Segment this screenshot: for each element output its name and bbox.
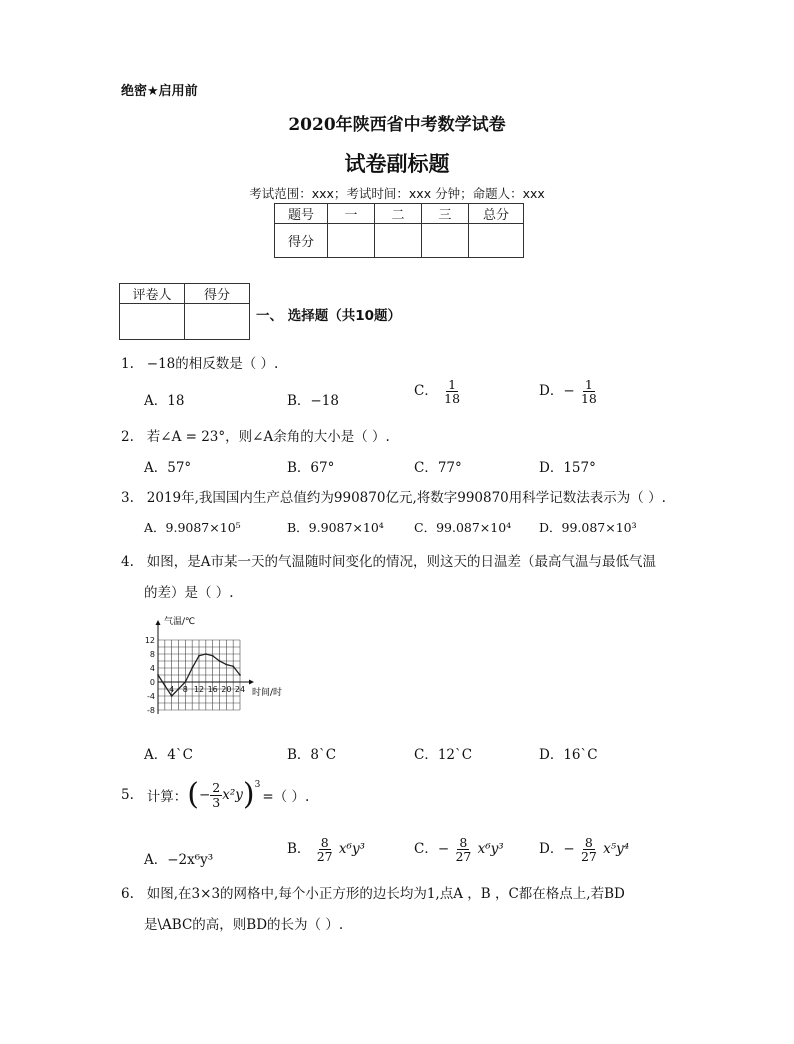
y-tick-label: -4	[147, 692, 155, 701]
option-b[interactable]: B．67°	[287, 460, 335, 476]
left-paren: (	[187, 777, 199, 812]
temperature-point	[191, 667, 193, 669]
chart-axes	[156, 620, 255, 714]
exam-subtitle: 试卷副标题	[344, 152, 450, 176]
option-a[interactable]: A．4ˋC	[144, 747, 193, 763]
score-header-cell: 三	[422, 204, 469, 224]
option-b[interactable]: B．9.9087×10⁴	[287, 520, 384, 535]
temperature-point	[184, 681, 186, 683]
option-a[interactable]: A．57°	[144, 460, 192, 476]
option-c[interactable]: C．− $\frac{8}{27}$ x⁶y³	[414, 835, 504, 865]
temperature-point	[225, 664, 227, 666]
grader-cell[interactable]	[120, 304, 185, 340]
score-cell[interactable]	[328, 224, 375, 258]
fraction: $\frac{2}{3}$	[212, 780, 221, 810]
question-6	[121, 882, 625, 902]
temperature-point	[239, 674, 241, 676]
question-stem-prefix: 计算：	[146, 789, 188, 805]
fraction: $\frac{1}{18}$	[444, 377, 461, 407]
option-d[interactable]: D．− $\frac{8}{27}$ x⁵y⁴	[539, 835, 630, 865]
option-d[interactable]: D．99.087×10³	[539, 520, 637, 535]
option-c[interactable]: C．77°	[414, 460, 462, 476]
option-c[interactable]: C． $\frac{1}{18}$	[414, 377, 461, 407]
option-b[interactable]: B．−18	[287, 393, 339, 409]
temperature-point	[219, 660, 221, 662]
fraction: $\frac{8}{27}$	[316, 835, 333, 865]
question-2	[121, 425, 390, 445]
question-number: 1.	[121, 356, 134, 372]
y-axis-arrow	[156, 620, 161, 625]
right-paren: )	[242, 777, 255, 812]
expr-power: 3	[254, 780, 261, 790]
temperature-point	[157, 674, 159, 676]
temperature-chart	[144, 612, 294, 716]
option-c[interactable]: C．99.087×10⁴	[414, 520, 512, 535]
score-cell[interactable]	[469, 224, 524, 258]
exam-info: 考试范围：xxx；考试时间：xxx 分钟；命题人：xxx	[249, 186, 545, 201]
question-stem: 如图，是A市某一天的气温随时间变化的情况，则这天的日温差（最高气温与最低气温	[146, 554, 657, 570]
option-b[interactable]: B． $\frac{8}{27}$ x⁶y³	[287, 835, 365, 865]
chart-grid	[158, 640, 240, 710]
fraction: $\frac{1}{18}$	[580, 377, 597, 407]
question-number: 3.	[121, 490, 134, 506]
x-tick-label: 24	[234, 685, 246, 694]
x-tick-label: 16	[207, 685, 218, 694]
question-stem-line2: 的差）是（ ）.	[144, 585, 234, 601]
question-stem: 如图,在3×3的网格中,每个小正方形的边长均为1,点A ，B ，C都在格点上,若BD	[146, 886, 625, 902]
fraction: $\frac{8}{27}$	[580, 835, 597, 865]
score-header-cell: 题号	[275, 204, 328, 224]
temperature-point	[198, 655, 200, 657]
question-stem-suffix: =（ ）.	[262, 789, 310, 805]
score-header-cell: 总分	[469, 204, 524, 224]
temperature-point	[178, 688, 180, 690]
score-header-cell: 二	[375, 204, 422, 224]
question-stem: −18的相反数是（ ）.	[146, 356, 279, 372]
grader-header-cell: 得分	[185, 284, 250, 304]
option-a[interactable]: A．9.9087×10⁵	[144, 520, 241, 535]
option-c[interactable]: C．12ˋC	[414, 747, 473, 763]
question-1	[121, 352, 278, 372]
option-d[interactable]: D．157°	[539, 460, 596, 476]
grader-header-cell: 评卷人	[120, 284, 185, 304]
exam-title: 2020年陕西省中考数学试卷	[288, 115, 506, 135]
option-a[interactable]: A．−2x⁶y³	[144, 852, 214, 868]
chart-y-label: 气温/℃	[164, 617, 196, 627]
chart-x-label: 时间/时	[252, 688, 283, 698]
option-a[interactable]: A．18	[144, 393, 185, 409]
grader-table	[119, 283, 250, 340]
score-row-label: 得分	[275, 224, 328, 258]
expr-sign: −	[198, 787, 211, 803]
expr-body: x²y	[222, 787, 243, 803]
question-4	[121, 550, 656, 570]
question-stem-line2: 是\ABC的高，则BD的长为（ ）.	[144, 917, 344, 933]
question-5	[121, 777, 310, 812]
x-tick-label: 4	[169, 685, 175, 694]
option-b[interactable]: B．8ˋC	[287, 747, 337, 763]
grader-cell[interactable]	[185, 304, 250, 340]
temperature-point	[205, 653, 207, 655]
fraction: $\frac{8}{27}$	[455, 835, 472, 865]
question-number: 2.	[121, 429, 134, 445]
temperature-point	[164, 685, 166, 687]
question-number: 4.	[121, 554, 134, 570]
question-number: 5.	[121, 787, 134, 803]
temperature-point	[212, 655, 214, 657]
score-cell[interactable]	[422, 224, 469, 258]
score-header-cell: 一	[328, 204, 375, 224]
question-stem: 2019年,我国国内生产总值约为990870亿元,将数字990870用科学记数法表示为（ ）.	[146, 490, 666, 506]
y-tick-label: 4	[149, 664, 155, 673]
section-title: 一、 选择题（共10题）	[256, 308, 401, 324]
x-tick-label: 12	[193, 685, 205, 694]
score-table	[274, 203, 524, 258]
temperature-point	[232, 665, 234, 667]
x-tick-label: 8	[182, 685, 188, 694]
score-cell[interactable]	[375, 224, 422, 258]
confidential-label: 绝密★启用前	[121, 84, 198, 99]
y-tick-label: 12	[144, 636, 155, 645]
option-d[interactable]: D．16ˋC	[539, 747, 598, 763]
x-tick-label: 20	[221, 685, 232, 694]
x-axis-arrow	[249, 680, 254, 685]
y-tick-label: 0	[149, 678, 155, 687]
question-number: 6.	[121, 886, 134, 902]
y-tick-label: 8	[149, 650, 155, 659]
option-d[interactable]: D．− $\frac{1}{18}$	[539, 377, 597, 407]
question-3	[121, 486, 666, 506]
y-tick-label: -8	[147, 706, 155, 715]
question-stem: 若∠A = 23°，则∠A余角的大小是（ ）.	[146, 429, 390, 445]
temperature-point	[171, 695, 173, 697]
